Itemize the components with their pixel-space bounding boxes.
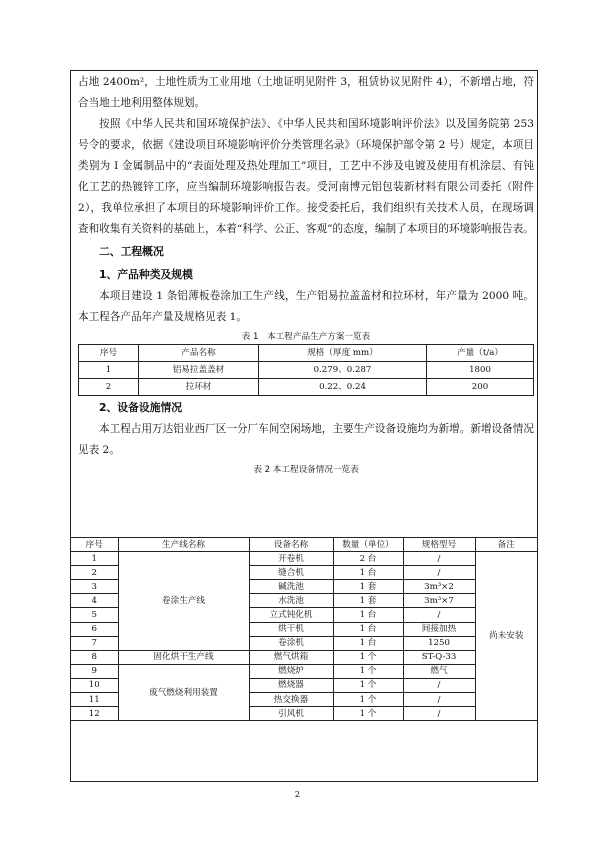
table-cell: 3 [71, 580, 118, 594]
table-row [79, 362, 534, 379]
table-header-cell: 生产线名称 [118, 538, 249, 552]
table-cell: / [403, 566, 475, 580]
table-cell: 燃烧器 [249, 678, 333, 692]
table-cell: 3m³×7 [403, 594, 475, 608]
table-cell: 烘干机 [249, 622, 333, 636]
table-cell: 9 [71, 664, 118, 678]
table-cell: 1 套 [333, 580, 403, 594]
table-header-cell: 产品名称 [139, 345, 259, 362]
table-cell: 缝合机 [249, 566, 333, 580]
equipment-table [71, 537, 537, 721]
table-cell: 拉环材 [139, 379, 259, 396]
table-cell: 1 [79, 362, 139, 379]
table-cell: 1250 [403, 636, 475, 650]
table-cell: / [403, 608, 475, 622]
table2-caption: 表 2 本工程设备情况一览表 [253, 465, 359, 475]
table-row [71, 650, 537, 664]
table-cell: 1 台 [333, 566, 403, 580]
table-cell: 间接加热 [403, 622, 475, 636]
production-line-cell: 固化烘干生产线 [118, 650, 249, 664]
table-cell: 燃气烘箱 [249, 650, 333, 664]
product-table [78, 344, 534, 396]
table-cell: 2 [71, 566, 118, 580]
table-row [71, 664, 537, 678]
table-cell: 1 个 [333, 650, 403, 664]
table-cell: 5 [71, 608, 118, 622]
table-cell: / [403, 678, 475, 692]
table-header-cell: 备注 [475, 538, 537, 552]
table-cell: 热交换器 [249, 693, 333, 707]
table-cell: 立式钝化机 [249, 608, 333, 622]
table-cell: 1 个 [333, 693, 403, 707]
paragraph-products: 本项目建设 1 条铝薄板卷涂加工生产线，生产铝易拉盖盖材和拉环材，年产量为 2000 吨。本工程各产品年产量及规格见表 1。 [78, 290, 534, 323]
table-cell: 1 台 [333, 608, 403, 622]
table-cell: 水洗池 [249, 594, 333, 608]
table-cell: 引风机 [249, 707, 333, 721]
table-cell: 200 [427, 379, 534, 396]
table-header-row [79, 345, 534, 362]
document-body [78, 72, 534, 477]
remark-cell: 尚未安装 [475, 552, 537, 721]
table-header-cell: 序号 [79, 345, 139, 362]
section-title: 二、工程概况 [99, 245, 164, 258]
table-cell: 开卷机 [249, 552, 333, 566]
table-cell: 7 [71, 636, 118, 650]
table-cell: 1 个 [333, 707, 403, 721]
table-cell: 12 [71, 707, 118, 721]
table-cell: 8 [71, 650, 118, 664]
table-header-cell: 设备名称 [249, 538, 333, 552]
table-header-cell: 序号 [71, 538, 118, 552]
subsection-products-title: 1、产品种类及规模 [99, 268, 193, 281]
table-cell: 10 [71, 678, 118, 692]
table-row [79, 379, 534, 396]
table-cell: / [403, 707, 475, 721]
table-cell: ST-Q-33 [403, 650, 475, 664]
table-cell: 1 套 [333, 594, 403, 608]
table-cell: 11 [71, 693, 118, 707]
page-number: 2 [294, 790, 301, 800]
production-line-cell: 卷涂生产线 [118, 552, 249, 651]
table-cell: / [403, 693, 475, 707]
table-cell: 1 台 [333, 636, 403, 650]
table-cell: 铝易拉盖盖材 [139, 362, 259, 379]
table-cell: 4 [71, 594, 118, 608]
table-header-cell: 规格型号 [403, 538, 475, 552]
paragraph-equipment: 本工程占用万达铝业西厂区一分厂车间空闲场地，主要生产设备设施均为新增。新增设备情况见表 2。 [78, 423, 534, 456]
table-cell: 2 台 [333, 552, 403, 566]
subsection-equipment-title: 2、设备设施情况 [99, 401, 183, 414]
table-cell: 0.279、0.287 [259, 362, 427, 379]
table-cell: 卷涂机 [249, 636, 333, 650]
table-cell: 1 台 [333, 622, 403, 636]
table-cell: 1 个 [333, 678, 403, 692]
table-header-cell: 规格（厚度 mm） [259, 345, 427, 362]
table-cell: 3m³×2 [403, 580, 475, 594]
table-cell: 1800 [427, 362, 534, 379]
equipment-table-body [71, 552, 537, 721]
table-header-cell: 产量（t/a） [427, 345, 534, 362]
table-cell: 燃气 [403, 664, 475, 678]
equipment-table-wrap [71, 537, 537, 721]
table-cell: 1 个 [333, 664, 403, 678]
table1-caption: 表 1 本工程产品生产方案一览表 [241, 332, 371, 342]
paragraph-land: 占地 2400m²，土地性质为工业用地（土地证明见附件 3，租赁协议见附件 4），不新增占地，符合当地土地利用整体规划。 [78, 76, 534, 109]
table-cell: 碱洗池 [249, 580, 333, 594]
production-line-cell: 废气燃烧利用装置 [118, 664, 249, 720]
table-cell: 2 [79, 379, 139, 396]
table-cell: 6 [71, 622, 118, 636]
table-row [71, 552, 537, 566]
table-cell: 1 [71, 552, 118, 566]
table-cell: 燃烧炉 [249, 664, 333, 678]
table-header-row [71, 538, 537, 552]
table-cell: 0.22、0.24 [259, 379, 427, 396]
table-header-cell: 数量（单位） [333, 538, 403, 552]
table-cell: / [403, 552, 475, 566]
paragraph-basis: 按照《中华人民共和国环境保护法》、《中华人民共和国环境影响评价法》以及国务院第 253 号令的要求，依据《建设项目环境影响评价分类管理名录》（环境保护部令第 2 号）规定，本项目类别为 I 金属制品中的“表面处理及热处理加工”项目，工艺中不涉及电镀及使用有机涂层、有钝化工艺的热镀锌工序，应当编制环境影响报告表。受河南博元铝包装新材料有限公司委托（附件 2），我单位承担了本项目的环境影响评价工作。接受委托后，我们组织有关技术人员，在现场调查和收集有关资料的基础上，本着“科学、公正、客观”的态度，编制了本项目的环境影响报告表。 [78, 118, 534, 235]
